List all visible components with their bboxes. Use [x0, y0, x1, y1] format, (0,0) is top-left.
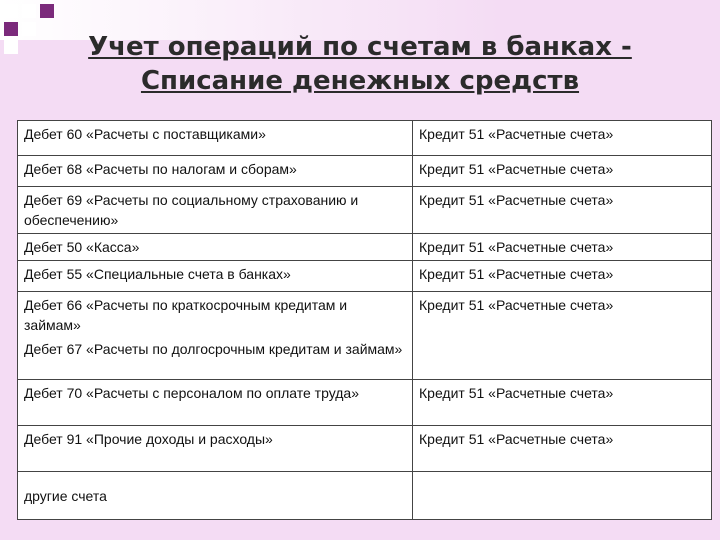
debit-text: другие счета [24, 487, 107, 504]
credit-cell [413, 121, 712, 156]
debit-cell [18, 121, 413, 156]
table-row [18, 380, 712, 426]
table-row [18, 426, 712, 472]
debit-cell [18, 292, 413, 380]
debit-text: Дебет 60 «Расчеты с поставщиками» [24, 126, 266, 142]
debit-text: Дебет 91 «Прочие доходы и расходы» [24, 431, 273, 447]
credit-cell [413, 187, 712, 234]
title-line-2: Списание денежных средств [140, 66, 580, 96]
operations-table [17, 120, 712, 520]
debit-text: Дебет 50 «Касса» [24, 239, 140, 255]
deco-square [40, 4, 54, 18]
credit-text: Кредит 51 «Расчетные счета» [419, 385, 614, 401]
table-row [18, 156, 712, 187]
table-row [18, 472, 712, 520]
debit-cell [18, 261, 413, 292]
credit-text: Кредит 51 «Расчетные счета» [419, 297, 614, 313]
table-row [18, 292, 712, 380]
credit-text: Кредит 51 «Расчетные счета» [419, 161, 614, 177]
credit-text: Кредит 51 «Расчетные счета» [419, 239, 614, 255]
debit-text: Дебет 68 «Расчеты по налогам и сборам» [24, 161, 297, 177]
credit-cell [413, 261, 712, 292]
debit-cell [18, 234, 413, 261]
debit-text: Дебет 55 «Специальные счета в банках» [24, 266, 291, 282]
credit-cell [413, 292, 712, 380]
debit-cell [18, 426, 413, 472]
debit-cell [18, 156, 413, 187]
table-row [18, 234, 712, 261]
credit-text: Кредит 51 «Расчетные счета» [419, 192, 614, 208]
debit-text: Дебет 70 «Расчеты с персоналом по оплате труда» [24, 385, 359, 401]
debit-text: Дебет 69 «Расчеты по социальному страхованию и обеспечению» [24, 192, 359, 228]
debit-text: Дебет 67 «Расчеты по долгосрочным кредитам и займам» [24, 341, 403, 357]
table-row [18, 187, 712, 234]
credit-text: Кредит 51 «Расчетные счета» [419, 126, 614, 142]
debit-cell [18, 472, 413, 520]
credit-cell [413, 426, 712, 472]
deco-square [4, 4, 18, 18]
credit-cell [413, 234, 712, 261]
debit-cell [18, 380, 413, 426]
table-row [18, 261, 712, 292]
table-row [18, 121, 712, 156]
credit-text: Кредит 51 «Расчетные счета» [419, 266, 614, 282]
title-line-1: Учет операций по счетам в банках - [88, 32, 632, 62]
credit-cell [413, 380, 712, 426]
debit-cell [18, 187, 413, 234]
page-title [0, 30, 720, 98]
credit-text: Кредит 51 «Расчетные счета» [419, 431, 614, 447]
credit-cell [413, 156, 712, 187]
deco-square [22, 4, 36, 18]
debit-text: Дебет 66 «Расчеты по краткосрочным кредитам и займам» [24, 297, 348, 333]
credit-cell [413, 472, 712, 520]
